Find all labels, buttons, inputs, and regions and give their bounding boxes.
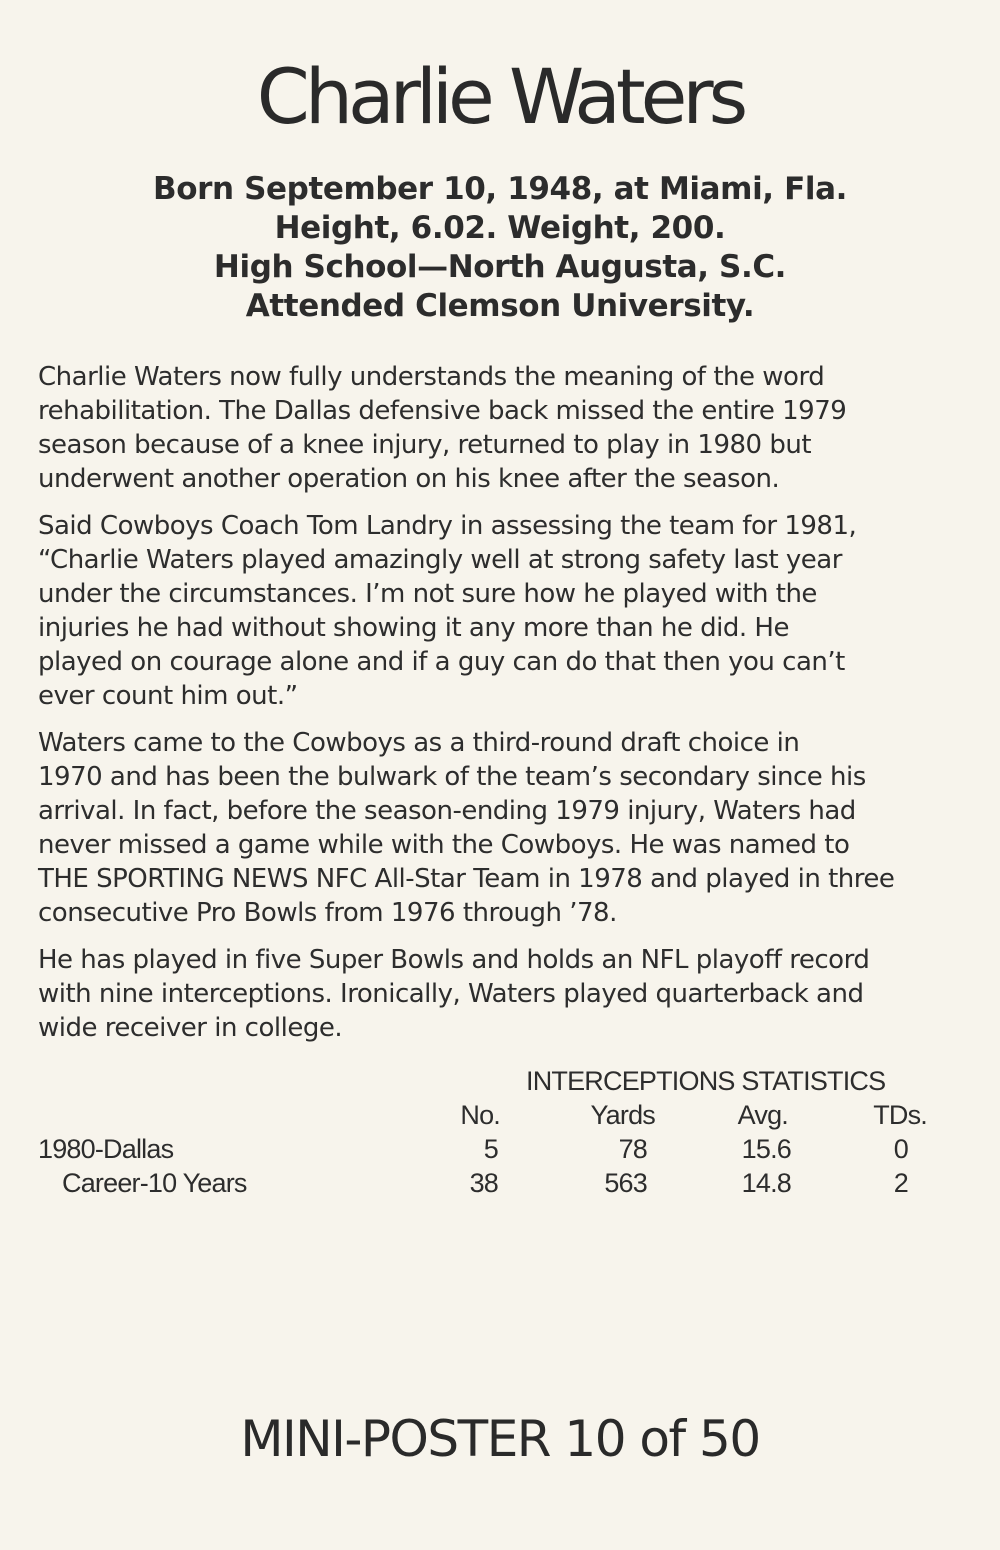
paragraph-landry-quote bbox=[38, 509, 978, 713]
text-line: injuries he had without showing it any more than he did. He bbox=[38, 613, 789, 643]
stats-title: INTERCEPTIONS STATISTICS bbox=[526, 1066, 886, 1096]
header-no: No. bbox=[460, 1100, 500, 1130]
text-line: wide receiver in college. bbox=[38, 1013, 343, 1043]
paragraph-career bbox=[38, 726, 978, 930]
text-line: never missed a game while with the Cowboys. He was named to bbox=[38, 830, 850, 860]
cell-no: 5 bbox=[483, 1134, 498, 1164]
bio-height-weight: Height, 6.02. Weight, 200. bbox=[274, 210, 726, 246]
row-label: 1980-Dallas bbox=[38, 1134, 174, 1164]
cell-yards: 78 bbox=[618, 1134, 647, 1164]
text-line: rehabilitation. The Dallas defensive back missed the entire 1979 bbox=[38, 396, 847, 426]
row-label: Career-10 Years bbox=[62, 1168, 247, 1198]
bio-birth: Born September 10, 1948, at Miami, Fla. bbox=[153, 171, 847, 207]
paragraph-super-bowls bbox=[38, 943, 978, 1045]
text-line: Said Cowboys Coach Tom Landry in assessing the team for 1981, bbox=[38, 511, 857, 541]
cell-tds: 2 bbox=[893, 1168, 908, 1198]
bio-block bbox=[0, 170, 1000, 326]
bio-high-school: High School—North Augusta, S.C. bbox=[213, 249, 787, 285]
stats-row-career bbox=[0, 1168, 1000, 1202]
text-line: THE SPORTING NEWS NFC All-Star Team in 1978 and played in three bbox=[38, 864, 895, 894]
text-line: consecutive Pro Bowls from 1976 through ’78. bbox=[38, 898, 617, 928]
text-line: Charlie Waters now fully understands the meaning of the word bbox=[38, 362, 825, 392]
text-line: season because of a knee injury, returned to play in 1980 but bbox=[38, 430, 812, 460]
text-line: “Charlie Waters played amazingly well at strong safety last year bbox=[38, 545, 842, 575]
cell-avg: 14.8 bbox=[741, 1168, 791, 1198]
header-avg: Avg. bbox=[737, 1100, 788, 1130]
cell-avg: 15.6 bbox=[741, 1134, 791, 1164]
paragraph-rehabilitation bbox=[38, 360, 978, 496]
cell-tds: 0 bbox=[893, 1134, 908, 1164]
biography-text bbox=[38, 360, 978, 1058]
text-line: Waters came to the Cowboys as a third-round draft choice in bbox=[38, 728, 800, 758]
text-line: ever count him out.” bbox=[38, 681, 298, 711]
text-line: with nine interceptions. Ironically, Waters played quarterback and bbox=[38, 979, 864, 1009]
stats-row-1980 bbox=[0, 1134, 1000, 1168]
cell-no: 38 bbox=[469, 1168, 498, 1198]
mini-poster-number: MINI-POSTER 10 of 50 bbox=[240, 1410, 760, 1468]
stats-header-row bbox=[0, 1100, 1000, 1134]
text-line: He has played in five Super Bowls and holds an NFL playoff record bbox=[38, 945, 870, 975]
player-name: Charlie Waters bbox=[256, 52, 744, 141]
text-line: played on courage alone and if a guy can do that then you can’t bbox=[38, 647, 845, 677]
text-line: arrival. In fact, before the season-ending 1979 injury, Waters had bbox=[38, 796, 856, 826]
bio-college: Attended Clemson University. bbox=[245, 288, 755, 324]
text-line: underwent another operation on his knee after the season. bbox=[38, 464, 780, 494]
header-tds: TDs. bbox=[873, 1100, 927, 1130]
cell-yards: 563 bbox=[604, 1168, 647, 1198]
header-yards: Yards bbox=[590, 1100, 655, 1130]
text-line: 1970 and has been the bulwark of the team’s secondary since his bbox=[38, 762, 866, 792]
text-line: under the circumstances. I’m not sure how he played with the bbox=[38, 579, 817, 609]
